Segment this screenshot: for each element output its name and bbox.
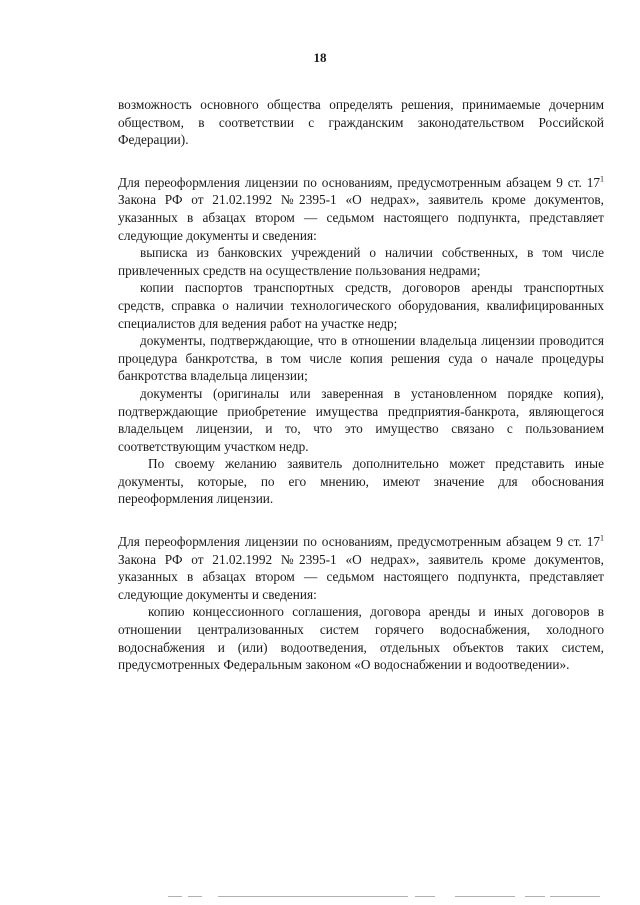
section3-intro-text: Для переоформления лицензии по основаниям, предусмотренным абзацем 9 ст. 17 [118, 534, 600, 550]
section3-item-concession: копию концессионного соглашения, договора аренды и иных договоров в отношении централизованных систем горячего водоснабжения, холодного водоснабжения и (или) водоотведения, отдельных объектов таких систем, предусмотренных Федеральным законом «О водоснабжении и водоотведении». [118, 604, 604, 673]
section2-item-bankruptcy-docs: документы, подтверждающие, что в отношении владельца лицензии проводится процедура банкротства, в том числе копия решения суда о начале процедуры банкротства владельца лицензии; [118, 333, 604, 384]
document-body [118, 96, 604, 674]
section3-intro [118, 533, 604, 603]
section3-intro-text-cont: Закона РФ от 21.02.1992 №2395-1 «О недрах», заявитель кроме документов, указанных в абзацах втором — седьмом настоящего подпункта, представляет следующие документы и сведения: [118, 551, 604, 602]
section2-item-bank-statement: выписка из банковских учреждений о наличии собственных, в том числе привлеченных средств на осуществление пользования недрами; [118, 245, 604, 278]
footer-rule [0, 896, 640, 897]
section2-intro-text-cont: Закона РФ от 21.02.1992 №2395-1 «О недрах», заявитель кроме документов, указанных в абзацах втором — седьмом настоящего подпункта, представляет следующие документы и сведения: [118, 192, 604, 243]
section2-intro-text: Для переоформления лицензии по основаниям, предусмотренным абзацем 9 ст. 17 [118, 174, 600, 190]
section2-intro [118, 174, 604, 244]
section2-article-superscript: 1 [600, 174, 604, 184]
section3-article-superscript: 1 [600, 533, 604, 543]
section2-item-property-docs: документы (оригиналы или заверенная в установленном порядке копия), подтверждающие приобретение имущества предприятия-банкрота, являющегося владельцем лицензии, и то, что это имущество связано с пользованием соответствующим участком недр. [118, 385, 604, 454]
page-number: 18 [313, 50, 327, 65]
section2-closing: По своему желанию заявитель дополнительно может представить иные документы, которые, по его мнению, имеют значение для обоснования переоформления лицензии. [118, 456, 604, 507]
section2-item-vehicle-passports: копии паспортов транспортных средств, договоров аренды транспортных средств, справка о наличии технологического оборудования, квалифицированных специалистов для ведения работ на участке недр; [118, 280, 604, 331]
continuation-paragraph: возможность основного общества определять решения, принимаемые дочерним обществом, в соответствии с гражданским законодательством Российской Федерации). [118, 97, 604, 148]
